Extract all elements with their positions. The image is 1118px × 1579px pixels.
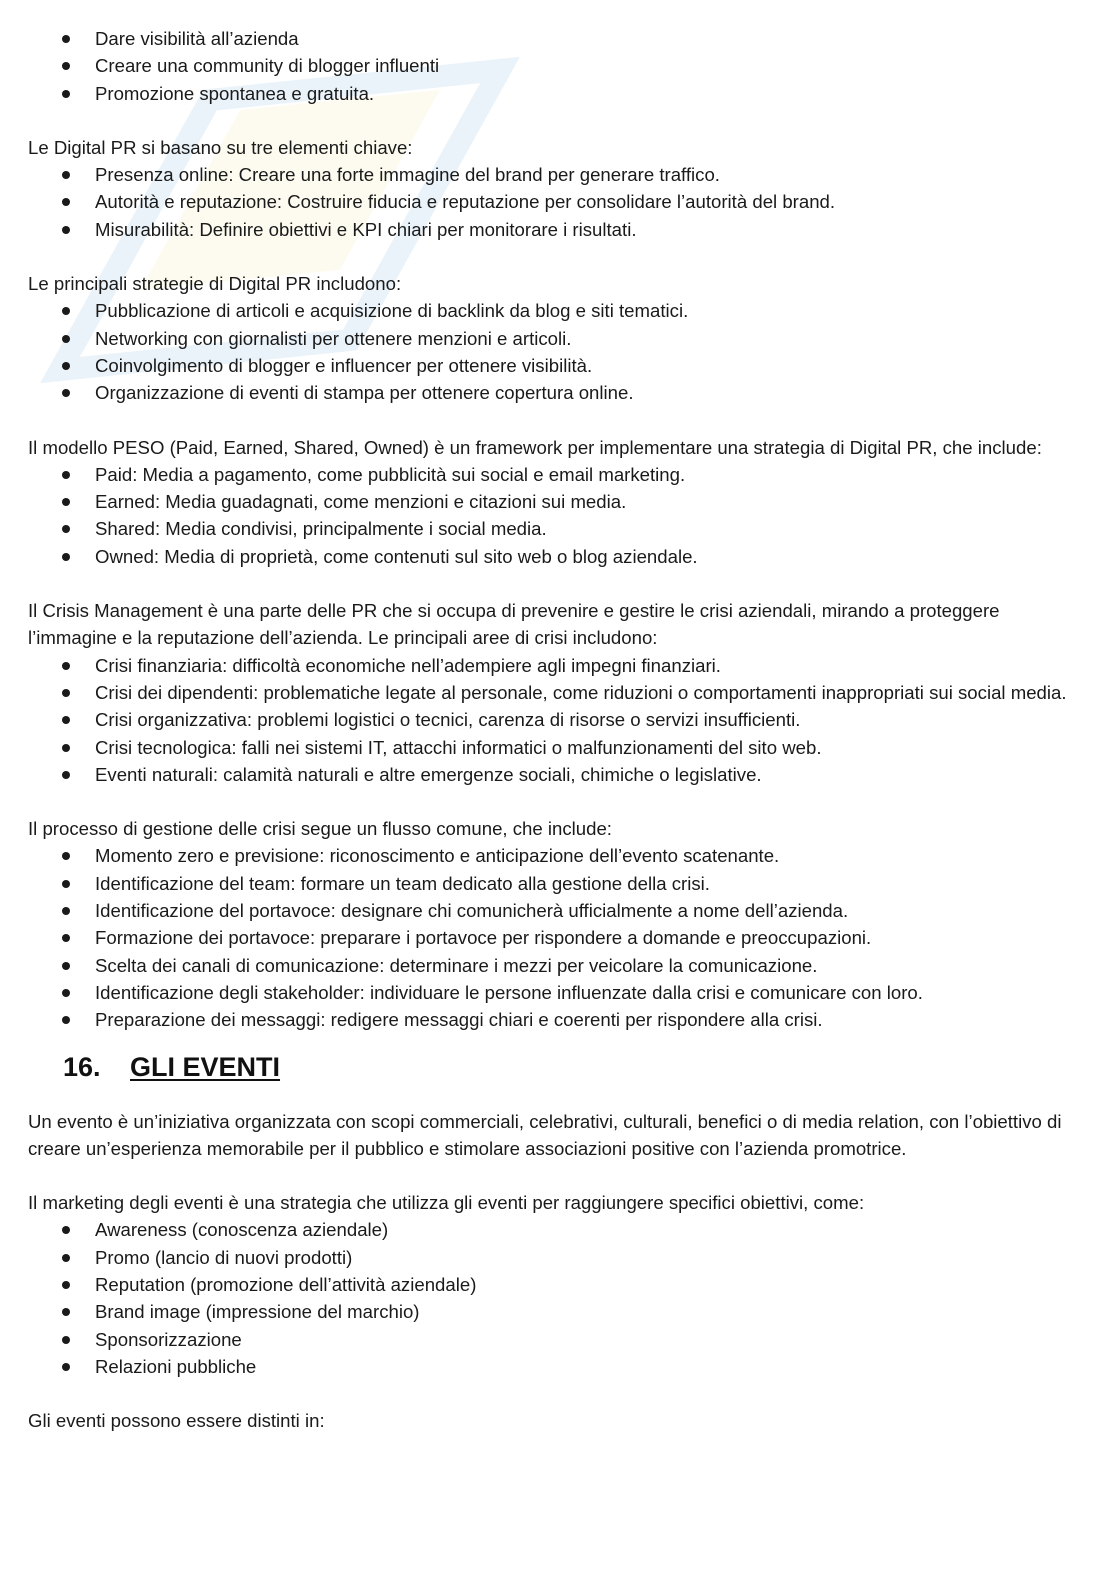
list-item: Misurabilità: Definire obiettivi e KPI chiari per monitorare i risultati. <box>28 216 1090 243</box>
list-item: Promo (lancio di nuovi prodotti) <box>28 1244 1090 1271</box>
event-marketing-lead: Il marketing degli eventi è una strategia che utilizza gli eventi per raggiungere specifici obiettivi, come: <box>28 1192 865 1214</box>
list-item: Earned: Media guadagnati, come menzioni e citazioni sui media. <box>28 488 1090 515</box>
strategies-list <box>28 297 1090 406</box>
list-item: Pubblicazione di articoli e acquisizione di backlink da blog e siti tematici. <box>28 297 1090 324</box>
list-item: Momento zero e previsione: riconoscimento e anticipazione dell’evento scatenante. <box>28 842 1090 869</box>
digital-pr-lead: Le Digital PR si basano su tre elementi chiave: <box>28 136 413 158</box>
list-item: Presenza online: Creare una forte immagine del brand per generare traffico. <box>28 161 1090 188</box>
list-item: Scelta dei canali di comunicazione: determinare i mezzi per veicolare la comunicazione. <box>28 952 1090 979</box>
closing-line: Gli eventi possono essere distinti in: <box>28 1410 325 1432</box>
list-item: Owned: Media di proprietà, come contenuti sul sito web o blog aziendale. <box>28 543 1090 570</box>
list-item: Paid: Media a pagamento, come pubblicità sui social e email marketing. <box>28 461 1090 488</box>
section-title: GLI EVENTI <box>130 1051 281 1082</box>
list-item: Crisi tecnologica: falli nei sistemi IT, attacchi informatici o malfunzionamenti del sito web. <box>28 734 1090 761</box>
intro-bullet-list <box>28 25 1090 107</box>
list-item: Creare una community di blogger influenti <box>28 52 1090 79</box>
section-heading <box>63 1050 1090 1084</box>
list-item: Awareness (conoscenza aziendale) <box>28 1216 1090 1243</box>
list-item: Identificazione del portavoce: designare chi comunicherà ufficialmente a nome dell’azienda. <box>28 897 1090 924</box>
list-item: Networking con giornalisti per ottenere menzioni e articoli. <box>28 325 1090 352</box>
document-page <box>28 25 1090 1434</box>
list-item: Eventi naturali: calamità naturali e altre emergenze sociali, chimiche o legislative. <box>28 761 1090 788</box>
list-item: Dare visibilità all’azienda <box>28 25 1090 52</box>
process-list <box>28 842 1090 1033</box>
list-item: Preparazione dei messaggi: redigere messaggi chiari e coerenti per rispondere alla crisi. <box>28 1006 1090 1033</box>
list-item: Autorità e reputazione: Costruire fiducia e reputazione per consolidare l’autorità del brand. <box>28 188 1090 215</box>
list-item: Formazione dei portavoce: preparare i portavoce per rispondere a domande e preoccupazioni. <box>28 924 1090 951</box>
list-item: Reputation (promozione dell’attività aziendale) <box>28 1271 1090 1298</box>
peso-list <box>28 461 1090 570</box>
list-item: Identificazione degli stakeholder: individuare le persone influenzate dalla crisi e comunicare con loro. <box>28 979 1090 1006</box>
list-item: Shared: Media condivisi, principalmente i social media. <box>28 515 1090 542</box>
list-item: Sponsorizzazione <box>28 1326 1090 1353</box>
list-item: Crisi finanziaria: difficoltà economiche nell’adempiere agli impegni finanziari. <box>28 652 1090 679</box>
crisis-lead: Il Crisis Management è una parte delle PR che si occupa di prevenire e gestire le crisi aziendali, mirando a proteggere l’immagine e la reputazione dell’azienda. Le principali aree di crisi includono: <box>28 600 1000 649</box>
section-number: 16. <box>63 1051 101 1082</box>
list-item: Identificazione del team: formare un team dedicato alla gestione della crisi. <box>28 870 1090 897</box>
list-item: Promozione spontanea e gratuita. <box>28 80 1090 107</box>
peso-lead: Il modello PESO (Paid, Earned, Shared, Owned) è un framework per implementare una strategia di Digital PR, che include: <box>28 436 1042 458</box>
event-marketing-list <box>28 1216 1090 1380</box>
process-lead: Il processo di gestione delle crisi segue un flusso comune, che include: <box>28 818 612 840</box>
strategies-lead: Le principali strategie di Digital PR includono: <box>28 273 402 295</box>
list-item: Crisi dei dipendenti: problematiche legate al personale, come riduzioni o comportamenti inappropriati sui social media. <box>28 679 1090 706</box>
list-item: Organizzazione di eventi di stampa per ottenere copertura online. <box>28 379 1090 406</box>
list-item: Coinvolgimento di blogger e influencer per ottenere visibilità. <box>28 352 1090 379</box>
crisis-list <box>28 652 1090 788</box>
event-definition: Un evento è un’iniziativa organizzata con scopi commerciali, celebrativi, culturali, benefici o di media relation, con l’obiettivo di creare un’esperienza memorabile per il pubblico e stimolare associazioni positive con l’azienda promotrice. <box>28 1110 1062 1159</box>
digital-pr-list <box>28 161 1090 243</box>
list-item: Brand image (impressione del marchio) <box>28 1298 1090 1325</box>
list-item: Crisi organizzativa: problemi logistici o tecnici, carenza di risorse o servizi insufficienti. <box>28 706 1090 733</box>
list-item: Relazioni pubbliche <box>28 1353 1090 1380</box>
